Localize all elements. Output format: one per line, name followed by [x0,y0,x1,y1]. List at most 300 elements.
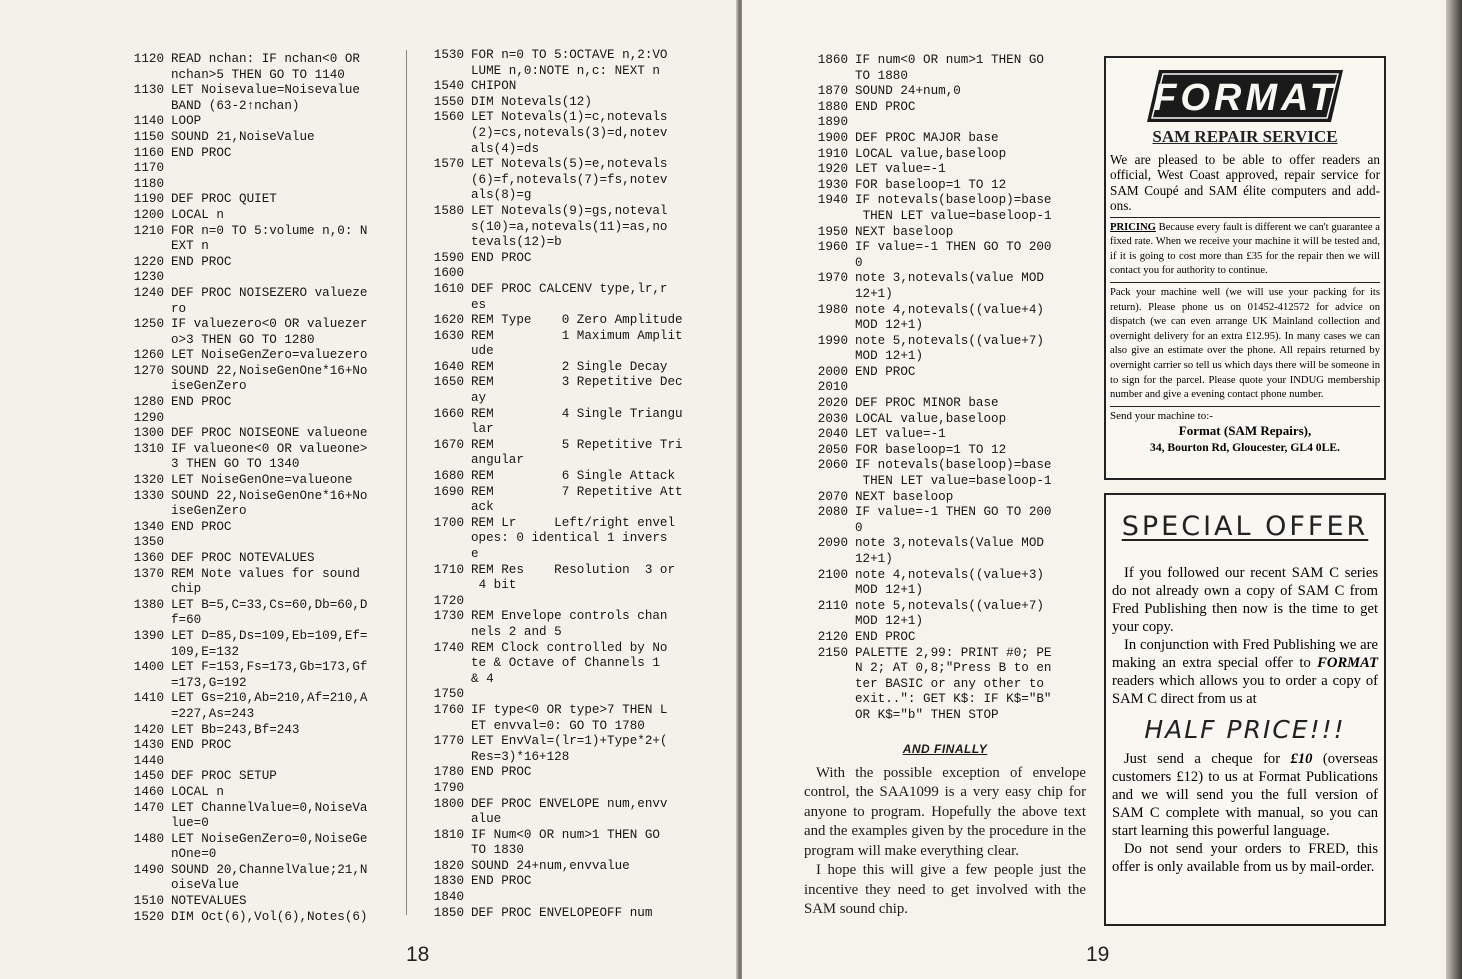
line-code: IF num<0 OR num>1 THEN GO TO 1880 [855,53,1044,83]
code-line [420,313,716,329]
line-number: 1430 [133,738,164,753]
code-line [804,458,1094,489]
line-number: 1820 [433,858,464,873]
line-code: LET NoiseGenZero=0,NoiseGe nOne=0 [171,831,368,862]
code-line [420,79,716,95]
line-number: 1300 [133,426,164,441]
packing-text: Pack your machine well (we will use your packing for its return). Please phone us on 01452-412572 for advice on dispatch (we can even arrange UK Mainland collection and overnight delivery for an extra £12.95). In many cases we can also give an estimate over the phone. All repairs returned by overnight carrier so tell us which days there will be someone in to sign for the parcel. Please quote your INDUG membership number and give a evening contact phone number. [1110,287,1380,401]
half-price-title: HALF PRICE!!! [1144,715,1346,744]
line-number: 1760 [433,702,464,717]
line-number: 1980 [817,302,848,317]
line-code: SOUND 20,ChannelValue;21,N oiseValue [171,862,368,893]
code-line [804,490,1094,506]
code-line [420,890,716,906]
line-number: 1400 [133,660,164,675]
line-code: DEF PROC MINOR base [855,396,999,411]
code-line [420,874,716,890]
offer-paragraph-3 [1112,750,1378,840]
line-number: 1210 [133,223,164,238]
line-number: 1630 [433,328,464,343]
line-number: 1170 [133,161,164,176]
line-code: DEF PROC NOISEONE valueone [171,426,368,441]
line-code: LET Notevals(9)=gs,noteval s(10)=a,notevals(11)=as,no tevals(12)=b [471,203,668,250]
code-line [120,395,410,411]
line-code: NEXT baseloop [855,224,954,239]
line-code: LET Notevals(1)=c,notevals (2)=cs,notevals(3)=d,notev als(4)=ds [471,110,668,156]
line-code [855,380,1094,396]
line-code: LOCAL value,baseloop [855,411,1007,426]
line-number: 1390 [133,628,164,643]
line-code: LET B=5,C=33,Cs=60,Db=60,D f=60 [171,597,368,628]
line-code: REM Lr Left/right envel opes: 0 identical 1 invers e [471,515,676,561]
line-number: 2050 [817,442,848,457]
line-number: 1910 [817,146,848,161]
line-number: 1860 [817,53,848,67]
line-code: END PROC [855,629,916,644]
code-line [420,828,716,859]
line-number: 1290 [133,410,164,425]
code-line [420,48,716,79]
line-number: 1810 [433,827,464,842]
line-number: 2120 [817,629,848,644]
line-number: 1340 [133,519,164,534]
code-line [420,469,716,485]
code-line [420,438,716,469]
line-code [171,535,410,551]
line-number: 1480 [133,831,164,846]
code-line [804,115,1094,131]
line-number: 1650 [433,375,464,390]
line-number: 1530 [433,48,464,62]
code-line [804,162,1094,178]
code-line [120,629,410,660]
code-line [120,52,410,83]
offer-body [1106,564,1384,876]
code-line [120,535,410,551]
line-code: FOR baseloop=1 TO 12 [855,177,1007,192]
line-code: IF notevals(baseloop)=base THEN LET value=baseloop-1 [855,458,1052,489]
code-line [420,360,716,376]
code-line [120,442,410,473]
line-number: 1190 [133,192,164,207]
line-code: IF type<0 OR type>7 THEN L ET envval=0: GO TO 1780 [471,702,668,733]
offer-p2-end: readers which allows you to order a copy of SAM C direct from us at [1112,673,1378,707]
line-number: 1200 [133,207,164,222]
line-number: 1320 [133,473,164,488]
line-code: END PROC [471,250,532,265]
line-code: LET value=-1 [855,162,946,177]
line-code: DEF PROC CALCENV type,lr,r es [471,281,668,312]
format-logo [1145,66,1345,126]
line-number: 2020 [817,396,848,411]
line-code: LOCAL n [171,784,224,799]
code-line [804,271,1094,302]
code-line [804,131,1094,147]
line-code: DEF PROC NOISEZERO valueze ro [171,285,368,316]
line-number: 1880 [817,99,848,114]
line-number: 1900 [817,130,848,145]
line-number: 1260 [133,348,164,363]
code-line [804,427,1094,443]
code-line [420,906,716,922]
line-number: 1520 [133,909,164,924]
line-number: 1460 [133,784,164,799]
line-number: 1890 [817,115,848,130]
address-name: Format (SAM Repairs), [1178,422,1312,438]
code-line [420,375,716,406]
line-code: note 5,notevals((value+7) MOD 12+1) [855,598,1044,629]
line-number: 2090 [817,536,848,551]
line-code: LOCAL n [171,207,224,222]
code-line [120,894,410,910]
line-number: 1800 [433,796,464,811]
line-number: 1970 [817,271,848,286]
code-line [420,95,716,111]
line-number: 1330 [133,488,164,503]
line-number: 1610 [433,281,464,296]
line-code [171,411,410,427]
line-code: SOUND 24+num,envvalue [471,858,630,873]
code-line [804,100,1094,116]
code-line [804,53,1094,84]
line-code: DEF PROC QUIET [171,192,277,207]
line-number: 1440 [133,753,164,768]
line-code: FOR n=0 TO 5:OCTAVE n,2:VO LUME n,0:NOTE n,c: NEXT n [471,48,668,78]
code-line [120,598,410,629]
line-number: 2110 [817,598,848,613]
line-number: 1690 [433,484,464,499]
line-code: IF notevals(baseloop)=base THEN LET value=baseloop-1 [855,193,1052,223]
code-line [120,114,410,130]
code-line [120,754,410,770]
code-line [120,910,410,926]
line-code: LET value=-1 [855,427,946,442]
line-code: REM Note values for sound chip [171,566,360,597]
code-listing-column-2 [420,48,716,921]
code-line [120,224,410,255]
line-number: 1870 [817,84,848,99]
line-code: IF value=-1 THEN GO TO 200 0 [855,505,1052,535]
code-line [120,863,410,894]
line-number: 1150 [133,129,164,144]
line-number: 1730 [433,609,464,624]
offer-paragraph-4: Do not send your orders to FRED, this offer is only available from us by mail-order. [1112,841,1378,875]
code-line [120,473,410,489]
format-logo-icon [1145,66,1345,126]
and-finally-article [804,740,1086,920]
line-number: 1220 [133,254,164,269]
line-number: 2010 [817,380,848,395]
code-line [120,832,410,863]
line-code: DEF PROC ENVELOPEOFF num [471,905,653,920]
sam-repair-service-ad [1104,56,1386,480]
code-line [420,641,716,688]
line-code: REM Envelope controls chan nels 2 and 5 [471,609,668,639]
line-code: LET D=85,Ds=109,Eb=109,Ef= 109,E=132 [171,628,368,659]
line-code: NEXT baseloop [855,489,954,504]
line-code: REM 1 Maximum Amplit ude [471,328,683,359]
code-line [420,516,716,563]
line-code [171,161,410,177]
code-line [120,785,410,801]
line-number: 1380 [133,597,164,612]
code-line [804,568,1094,599]
code-line [420,204,716,251]
code-line [120,723,410,739]
divider-rule [1110,282,1380,283]
code-line [804,84,1094,100]
code-line [120,551,410,567]
code-line [120,161,410,177]
line-number: 1960 [817,240,848,255]
right-page [742,0,1446,979]
line-number: 2060 [817,458,848,473]
line-code: DEF PROC SETUP [171,769,277,784]
code-line [804,380,1094,396]
line-code: LET F=153,Fs=173,Gb=173,Gf =173,G=192 [171,660,368,690]
line-code: END PROC [171,395,232,410]
line-number: 1750 [433,687,464,702]
line-number: 1950 [817,224,848,239]
repair-intro-text: We are pleased to be able to offer readers an official, West Coast approved, repair service for SAM Coupé and SAM élite computers and add-ons. [1110,152,1380,214]
line-code: SOUND 22,NoiseGenOne*16+No iseGenZero [171,488,368,519]
divider-rule [1110,217,1380,218]
line-number: 1140 [133,114,164,129]
line-code: LET EnvVal=(lr=1)+Type*2+( Res=3)*16+128 [471,734,668,764]
line-number: 1830 [433,874,464,889]
code-line [804,225,1094,241]
code-line [120,426,410,442]
line-number: 1280 [133,395,164,410]
article-paragraph-1: With the possible exception of envelope control, the SAA1099 is a very easy chip for anyone to program. Hopefully the above text and the examples given by the procedure in the program will make everything clear. [804,764,1086,859]
line-number: 1720 [433,593,464,608]
line-code: REM 2 Single Decay [471,359,668,374]
code-line [420,282,716,313]
svg-text:FORMAT: FORMAT [1153,77,1337,119]
code-line [120,660,410,691]
line-code: DIM Notevals(12) [471,94,592,109]
code-line [120,270,410,286]
code-line [120,83,410,114]
code-line [420,687,716,703]
line-code: LET Noisevalue=Noisevalue BAND (63-2↑nchan) [171,83,360,113]
code-line [120,286,410,317]
line-number: 1600 [433,266,464,281]
line-number: 1230 [133,270,164,285]
code-line [120,130,410,146]
code-line [804,365,1094,381]
line-code [471,781,716,797]
code-line [804,147,1094,163]
code-line [804,630,1094,646]
code-line [804,443,1094,459]
line-number: 1660 [433,406,464,421]
line-code: REM 4 Single Triangu lar [471,406,683,437]
line-number: 1410 [133,691,164,706]
column-divider [406,50,407,915]
line-code: END PROC [171,519,232,534]
code-line [120,769,410,785]
line-code: FOR baseloop=1 TO 12 [855,442,1007,457]
line-code: note 5,notevals((value+7) MOD 12+1) [855,333,1044,364]
line-code: LET ChannelValue=0,NoiseVa lue=0 [171,800,368,831]
code-line [420,859,716,875]
line-code: note 4,notevals((value+3) MOD 12+1) [855,567,1044,598]
line-code: DEF PROC MAJOR base [855,130,999,145]
repair-service-title: SAM REPAIR SERVICE [1152,127,1338,146]
line-code: IF valueone<0 OR valueone> 3 THEN GO TO 1340 [171,441,368,472]
offer-p3-start: Just send a cheque for [1124,751,1291,767]
code-line [120,317,410,348]
code-line [120,520,410,536]
line-code: REM Res Resolution 3 or 4 bit [471,562,676,593]
line-code: CHIPON [471,79,517,94]
article-heading: AND FINALLY [902,742,988,756]
line-number: 1370 [133,566,164,581]
code-line [420,594,716,610]
code-line [120,255,410,271]
line-code [471,266,716,282]
line-code: LET Bb=243,Bf=243 [171,722,300,737]
code-listing-column-1 [120,52,410,925]
line-code: IF value=-1 THEN GO TO 200 0 [855,240,1052,270]
special-offer-title: SPECIAL OFFER [1121,511,1369,542]
code-line [804,193,1094,224]
line-number: 1930 [817,177,848,192]
code-line [804,334,1094,365]
line-code: FOR n=0 TO 5:volume n,0: N EXT n [171,223,368,254]
code-line [120,489,410,520]
line-code: END PROC [471,874,532,889]
code-line [420,110,716,157]
line-number: 2100 [817,567,848,582]
line-code: END PROC [855,99,916,114]
code-line [804,505,1094,536]
line-code [855,115,1094,131]
line-number: 1470 [133,800,164,815]
line-number: 1250 [133,317,164,332]
line-number: 1310 [133,441,164,456]
code-line [420,485,716,516]
line-number: 2040 [817,427,848,442]
line-number: 1580 [433,203,464,218]
line-code: READ nchan: IF nchan<0 OR nchan>5 THEN GO TO 1140 [171,52,360,82]
line-number: 1120 [133,52,164,66]
line-code: SOUND 21,NoiseValue [171,129,315,144]
line-code: LET NoiseGenZero=valuezero [171,348,368,363]
line-number: 1850 [433,905,464,920]
line-number: 1700 [433,515,464,530]
offer-paragraph-1: If you followed our recent SAM C series do not already own a copy of SAM C from Fred Publishing then now is the time to get your copy. [1112,565,1378,635]
line-number: 1770 [433,734,464,749]
line-number: 1920 [817,162,848,177]
line-code: DEF PROC NOTEVALUES [171,551,315,565]
line-code: END PROC [171,254,232,269]
line-number: 1620 [433,313,464,328]
code-line [120,801,410,832]
code-line [804,178,1094,194]
line-number: 1550 [433,94,464,109]
code-line [420,157,716,204]
line-code: note 3,notevals(value MOD 12+1) [855,271,1044,301]
line-code: DEF PROC ENVELOPE num,envv alue [471,796,668,827]
line-number: 1560 [433,110,464,125]
code-line [804,412,1094,428]
code-listing-column-3 [804,53,1094,724]
code-line [120,208,410,224]
code-line [120,146,410,162]
line-number: 1790 [433,780,464,795]
line-code: REM Clock controlled by No te & Octave of Channels 1 & 4 [471,640,668,686]
divider-rule [1110,406,1380,407]
send-label: Send your machine to:- [1110,409,1213,422]
code-line [120,411,410,427]
offer-p2-start: In conjunction with Fred Publishing we are making an extra special offer to [1112,637,1378,671]
line-number: 1590 [433,250,464,265]
code-line [420,765,716,781]
offer-paragraph-2 [1112,636,1378,708]
line-code: NOTEVALUES [171,894,247,909]
code-line [420,734,716,765]
line-code: REM 5 Repetitive Tri angular [471,437,683,468]
code-line [120,348,410,364]
code-line [804,303,1094,334]
line-number: 1740 [433,640,464,655]
page-number-left: 18 [406,943,430,966]
code-line [804,240,1094,271]
line-code [171,270,410,286]
line-code: END PROC [855,364,916,379]
line-code: IF valuezero<0 OR valuezer o>3 THEN GO TO 1280 [171,317,368,347]
line-number: 1180 [133,176,164,191]
line-number: 1680 [433,469,464,484]
line-number: 1490 [133,862,164,877]
code-line [120,738,410,754]
line-number: 2030 [817,411,848,426]
line-number: 1940 [817,193,848,208]
line-code: REM 3 Repetitive Dec ay [471,375,683,406]
offer-price: £10 [1290,751,1313,767]
code-line [120,192,410,208]
offer-p3-end: (overseas customers £12) to us at Format Publications and we will send you the full version of SAM C complete with manual, so you can start learning this powerful language. [1112,751,1378,839]
code-line [804,646,1094,724]
line-code: DIM Oct(6),Vol(6),Notes(6) [171,909,368,924]
line-code: END PROC [471,765,532,780]
code-line [804,396,1094,412]
line-number: 1350 [133,535,164,550]
line-code: note 3,notevals(Value MOD 12+1) [855,536,1044,566]
line-number: 2000 [817,364,848,379]
line-number: 1130 [133,83,164,98]
code-line [420,251,716,267]
line-number: 1640 [433,359,464,374]
line-number: 1990 [817,333,848,348]
line-code: END PROC [171,738,232,753]
line-code: LET Gs=210,Ab=210,Af=210,A =227,As=243 [171,691,368,721]
code-line [804,536,1094,567]
line-number: 1240 [133,285,164,300]
line-code [171,177,410,193]
code-line [420,266,716,282]
code-line [120,364,410,395]
line-code: LET Notevals(5)=e,notevals (6)=f,notevals(7)=fs,notev als(8)=g [471,157,668,203]
code-line [420,781,716,797]
line-code: REM Type 0 Zero Amplitude [471,313,683,328]
pricing-text [1106,221,1384,279]
line-number: 1510 [133,894,164,909]
pricing-body: Because every fault is different we can't guarantee a fixed rate. When we receive your machine it will be tested and, if it is going to cost more than £35 for the repair then we will contact you for authority to continue. [1110,221,1380,277]
line-number: 1420 [133,722,164,737]
